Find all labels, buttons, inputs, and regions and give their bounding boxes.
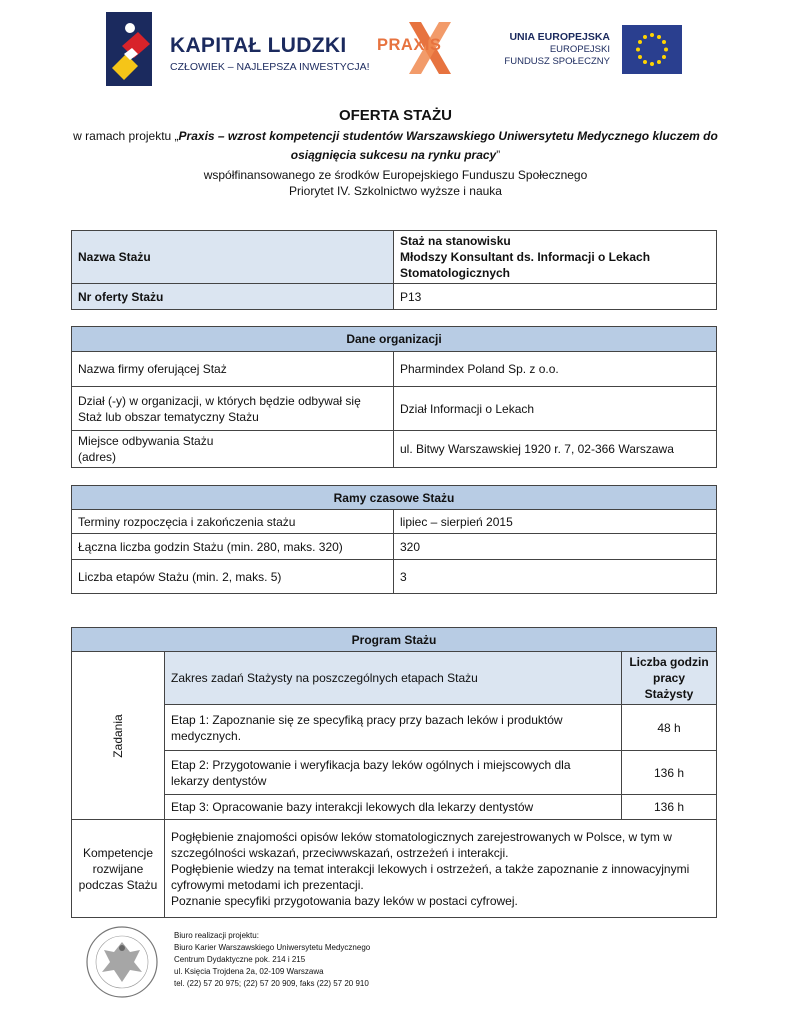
table-row [72, 534, 717, 560]
department-label-line-2: Staż lub obszar tematyczny Stażu [78, 409, 259, 424]
department-value: Dział Informacji o Lekach [394, 387, 717, 431]
stages-value: 3 [394, 560, 717, 594]
university-seal-icon [80, 924, 164, 1000]
competence-label-line-3: podczas Stażu [78, 877, 158, 892]
dates-label: Terminy rozpoczęcia i zakończenia stażu [72, 510, 394, 534]
footer-line-1: Biuro realizacji projektu: [174, 931, 259, 940]
competence-1-line-1: Pogłębienie znajomości opisów leków stomatologicznych zarejestrowanych w Polsce, w tym w [171, 829, 672, 844]
table-row [72, 705, 717, 751]
organization-header: Dane organizacji [72, 327, 717, 352]
competence-2-line-1: Pogłębienie wiedzy na temat interakcji lekowych i ostrzeżeń, a także zapoznanie z innowacyjnymi [171, 861, 690, 876]
table-row [72, 820, 717, 918]
stages-label: Liczba etapów Stażu (min. 2, maks. 5) [72, 560, 394, 594]
hours-header-line-1: Liczba godzin [629, 655, 709, 669]
offer-number-value: P13 [394, 284, 717, 310]
stage-3-hours: 136 h [622, 795, 717, 820]
kapital-ludzki-subtitle: CZŁOWIEK – NAJLEPSZA INWESTYCJA! [170, 61, 370, 73]
eu-text-logo [490, 30, 610, 68]
footer-line-2: Biuro Karier Warszawskiego Uniwersytetu Medycznego [174, 943, 371, 952]
hours-header [622, 652, 717, 705]
page-title: OFERTA STAŻU [338, 107, 453, 124]
offer-name-line-2: Młodszy Konsultant ds. Informacji o Lekach [400, 250, 651, 264]
stage-1-description [165, 705, 622, 751]
place-label-line-2: (adres) [78, 450, 117, 464]
table-row [72, 231, 717, 284]
department-label [72, 387, 394, 431]
stage-2-line-1: Etap 2: Przygotowanie i weryfikacja bazy leków ogólnych i miejscowych dla [171, 757, 571, 772]
competence-2-line-2: cyfrowymi metodami ich prezentacji. [171, 877, 364, 892]
scope-header: Zakres zadań Stażysty na poszczególnych etapach Stażu [165, 652, 622, 705]
offer-number-label: Nr oferty Stażu [72, 284, 394, 310]
kapital-ludzki-title: KAPITAŁ LUDZKI [170, 34, 347, 57]
footer-contact [174, 930, 370, 990]
offer-name-line-3: Stomatologicznych [400, 266, 511, 280]
competence-label-line-1: Kompetencje [82, 845, 154, 860]
tasks-label-cell [72, 652, 165, 820]
project-line-1 [40, 129, 751, 143]
stage-2-line-2: lekarzy dentystów [171, 773, 267, 788]
dates-value: lipiec – sierpień 2015 [394, 510, 717, 534]
timeframe-header: Ramy czasowe Stażu [72, 486, 717, 510]
table-row [72, 560, 717, 594]
footer-line-5: tel. (22) 57 20 975; (22) 57 20 909, faks (22) 57 20 910 [174, 979, 369, 988]
company-label: Nazwa firmy oferującej Staż [72, 352, 394, 387]
organization-table [71, 326, 717, 468]
offer-name-label: Nazwa Stażu [72, 231, 394, 284]
competence-3: Poznanie specyfiki przygotowania bazy leków w postaci cyfrowej. [171, 893, 518, 908]
project-name-part-1: Praxis – wzrost kompetencji studentów Warszawskiego Uniwersytetu Medycznego kluczem do [178, 129, 718, 143]
table-row [72, 795, 717, 820]
offer-name-line-1: Staż na stanowisku [400, 234, 511, 248]
table-row [72, 751, 717, 795]
stage-2-description [165, 751, 622, 795]
offer-table [71, 230, 717, 310]
stage-1-line-2: medycznych. [171, 728, 242, 743]
department-label-line-1: Dział (-y) w organizacji, w których będzie odbywał się [78, 393, 361, 408]
competence-label-line-2: rozwijane [92, 861, 144, 876]
stage-2-hours: 136 h [622, 751, 717, 795]
kapital-ludzki-emblem-icon [104, 10, 164, 90]
place-label-line-1: Miejsce odbywania Stażu [78, 434, 214, 448]
timeframe-table [71, 485, 717, 594]
table-row [72, 652, 717, 705]
footer-line-4: ul. Księcia Trojdena 2a, 02-109 Warszawa [174, 967, 324, 976]
hours-header-line-2: pracy Stażysty [644, 671, 694, 701]
cofinanced-note: współfinansowanego ze środków Europejskiego Funduszu Społecznego [203, 168, 588, 182]
footer-line-3: Centrum Dydaktyczne pok. 214 i 215 [174, 955, 306, 964]
stage-3-description: Etap 3: Opracowanie bazy interakcji lekowych dla lekarzy dentystów [165, 795, 622, 820]
priority-note: Priorytet IV. Szkolnictwo wyższe i nauka [289, 184, 502, 198]
praxis-logo-text: PRAXIS [377, 36, 442, 54]
praxis-logo [375, 20, 459, 80]
place-label [72, 431, 394, 468]
tasks-label: Zadania [111, 713, 125, 758]
total-hours-label: Łączna liczba godzin Stażu (min. 280, maks. 320) [72, 534, 394, 560]
project-suffix: ” [496, 148, 501, 162]
program-table [71, 627, 717, 918]
eu-line-3: FUNDUSZ SPOŁECZNY [504, 56, 610, 67]
project-name-part-2: osiągnięcia sukcesu na rynku pracy [290, 148, 497, 162]
eu-line-2: EUROPEJSKI [549, 44, 610, 55]
competence-list [165, 820, 717, 918]
stage-1-line-1: Etap 1: Zapoznanie się ze specyfiką pracy przy bazach leków i produktów [171, 712, 563, 727]
project-prefix: w ramach projektu „ [73, 129, 179, 143]
table-row [72, 387, 717, 431]
table-row [72, 628, 717, 652]
table-row [72, 327, 717, 352]
stage-1-hours: 48 h [622, 705, 717, 751]
table-row [72, 352, 717, 387]
total-hours-value: 320 [394, 534, 717, 560]
table-row [72, 431, 717, 468]
offer-name-value [394, 231, 717, 284]
table-row [72, 486, 717, 510]
project-line-2 [40, 148, 751, 162]
kapital-ludzki-logo [104, 10, 370, 90]
place-value: ul. Bitwy Warszawskiej 1920 r. 7, 02-366 Warszawa [394, 431, 717, 468]
company-value: Pharmindex Poland Sp. z o.o. [394, 352, 717, 387]
table-row [72, 284, 717, 310]
competence-1-line-2: szczególności wskazań, przeciwwskazań, ostrzeżeń i interakcji. [171, 845, 509, 860]
competence-label [72, 820, 165, 918]
program-header: Program Stażu [72, 628, 717, 652]
eu-flag-icon [622, 25, 682, 74]
eu-line-1: UNIA EUROPEJSKA [509, 31, 610, 43]
table-row [72, 510, 717, 534]
